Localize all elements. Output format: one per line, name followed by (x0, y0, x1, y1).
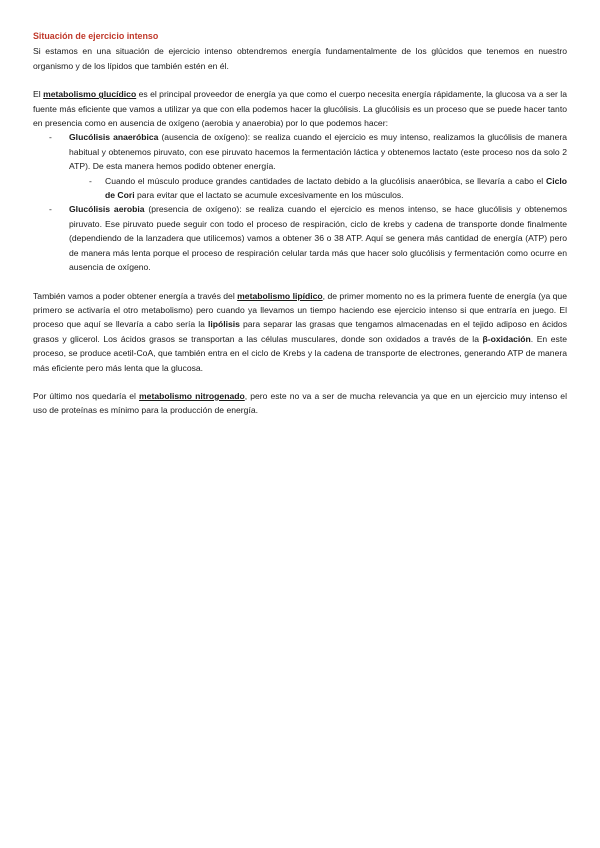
lipidico-term: metabolismo lipídico (237, 290, 323, 301)
glucidico-paragraph (33, 87, 567, 130)
aerobia-term: Glucólisis aerobia (69, 204, 145, 215)
intro-paragraph: Si estamos en una situación de ejercicio intenso obtendremos energía fundamentalmente de los glúcidos que tenemos en nuestro organismo y de los lípidos que también estén en él. (33, 46, 567, 71)
cori-post: para evitar que el lactato se acumule excesivamente en los músculos. (134, 190, 404, 201)
cori-term: Ciclo de Cori (105, 175, 567, 201)
nitrogenado-paragraph (33, 389, 567, 418)
nitrogenado-term: metabolismo nitrogenado (139, 390, 245, 401)
list-item-aerobia (69, 202, 567, 274)
glucidico-text: es el principal proveedor de energía ya que como el cuerpo necesita energía rápidamente, la glucosa va a ser la fuente más eficiente que vamos a utilizar ya que con ella podemos hacer la glucólisis. La glucólisis es un proceso que se puede hacer tanto en presencia como en ausencia de oxígeno (aerobia y anaerobia) por lo que podemos hacer: (33, 89, 567, 129)
glucidico-pre: El (33, 89, 44, 100)
lipidico-mid1: , de primer momento no es la primera fuente de energía (ya que primero se activaría el otro metabolismo) pero cuando ya llevamos un tiempo haciendo ese ejercicio intenso si que entraría en juego. El proceso que aquí se llevaría a cabo sería la (33, 290, 567, 330)
list-item-cori (105, 174, 567, 203)
lipidico-post: . En este proceso, se produce acetil-CoA, que también entra en el ciclo de Krebs y la cadena de transporte de electrones, generando ATP de manera más eficiente pero más lenta que la glucosa. (33, 333, 568, 373)
cori-pre: Cuando el músculo produce grandes cantidades de lactato debido a la glucólisis anaeróbica, se llevaría a cabo el (105, 175, 546, 186)
list-item-anaerobica (69, 130, 567, 202)
lipidico-mid2: para separar las grasas que tengamos almacenadas en el tejido adiposo en ácidos grasos y glicerol. Los ácidos grasos se transportan a las células musculares, donde son oxidados a través de la (33, 319, 567, 344)
paragraph-gap (33, 375, 567, 389)
aerobia-text: (presencia de oxígeno): se realiza cuando el ejercicio es menos intenso, se hace glucólisis y obtenemos piruvato. Ese piruvato puede seguir con todo el proceso de respiración, ciclo de krebs y cadena de transporte donde finalmente (dependiendo de la lanzadera que utilicemos) vamos a obtener 36 o 38 ATP. Aquí se genera más cantidad de energía (ATP) pero de manera más lenta porque el proceso de respiración celular tarda más que hacer solo glucólisis y fermentación como ocurre en ausencia de oxígeno. (69, 204, 567, 273)
nitrogenado-post: , pero este no va a ser de mucha relevancia ya que en un ejercicio muy intenso el uso de proteínas es mínimo para la producción de energía. (33, 390, 567, 416)
glucolisis-list (33, 130, 567, 274)
anaerobica-term: Glucólisis anaeróbica (69, 132, 159, 143)
beta-oxidacion-term: β-oxidación (482, 333, 531, 344)
anaerobica-text: (ausencia de oxígeno): se realiza cuando el ejercicio es muy intenso, realizamos la glucólisis de manera habitual y obtenemos piruvato, con ese piruvato hacemos la fermentación láctica y obtenemos lactato (este proceso nos da solo 2 ATP). De esta manera hemos podido obtener energía. (69, 132, 567, 172)
paragraph-gap (33, 73, 567, 87)
lipidico-paragraph (33, 289, 567, 375)
lipolisis-term: lipólisis (207, 319, 240, 330)
paragraph-gap (33, 275, 567, 289)
nitrogenado-pre: Por último nos quedaría el (33, 390, 140, 401)
section-heading: Situación de ejercicio intenso (33, 31, 159, 41)
lipidico-pre: También vamos a poder obtener energía a través del (33, 290, 238, 301)
glucidico-term: metabolismo glucídico (43, 89, 137, 100)
anaerobica-sublist (69, 174, 567, 203)
